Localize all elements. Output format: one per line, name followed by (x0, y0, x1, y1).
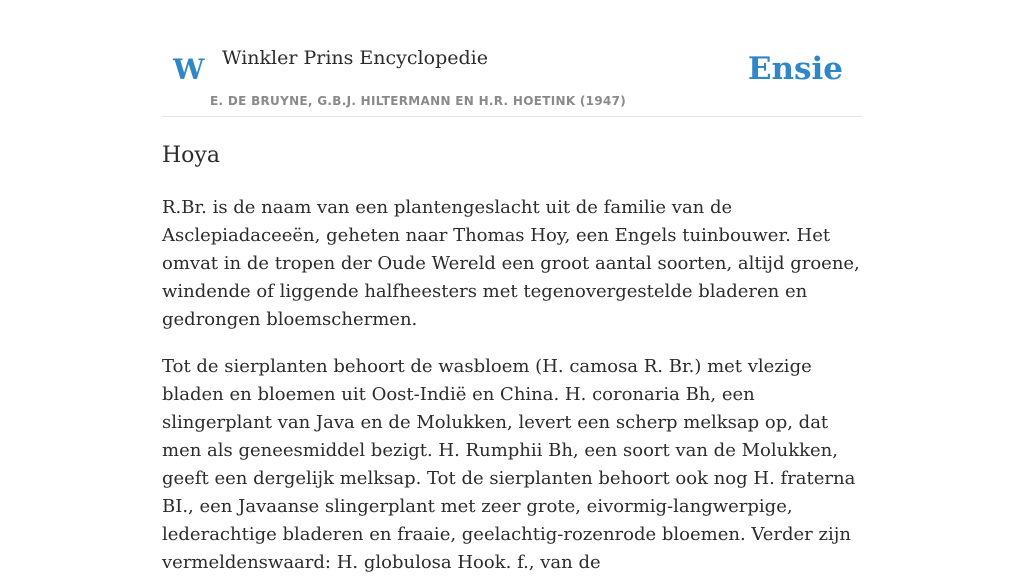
page (162, 0, 862, 577)
source-header (162, 0, 862, 117)
article-paragraph: Tot de sierplanten behoort de wasbloem (H. camosa R. Br.) met vlezige bladen en bloemen uit Oost-Indië en China. H. coronaria Bh, een slingerplant van Java en de Molukken, levert een scherp melksap op, dat men als geneesmiddel bezigt. H. Rumphii Bh, een soort van de Molukken, geeft een dergelijk melksap. Tot de sierplanten behoort ook nog H. fraterna BI., een Javaanse slingerplant met zeer grote, eivormig-langwerpige, lederachtige bladeren en fraaie, geelachtig-rozenrode bloemen. Verder zijn vermeldenswaard: H. globulosa Hook. f., van de (162, 356, 856, 573)
article-paragraph: R.Br. is de naam van een plantengeslacht uit de familie van de Asclepiadaceeën, geheten naar Thomas Hoy, een Engels tuinbouwer. Het omvat in de tropen der Oude Wereld een groot aantal soorten, altijd groene, windende of liggende halfheesters met tegenovergestelde bladeren en gedrongen bloemschermen. (162, 197, 860, 330)
source-authors: E. DE BRUYNE, G.B.J. HILTERMANN EN H.R. HOETINK (1947) (210, 94, 627, 108)
source-title[interactable]: Winkler Prins Encyclopedie (222, 47, 488, 69)
source-logo[interactable]: W (173, 53, 205, 86)
article-title: Hoya (162, 143, 220, 168)
brand-logo-link[interactable]: Ensie (747, 51, 843, 87)
